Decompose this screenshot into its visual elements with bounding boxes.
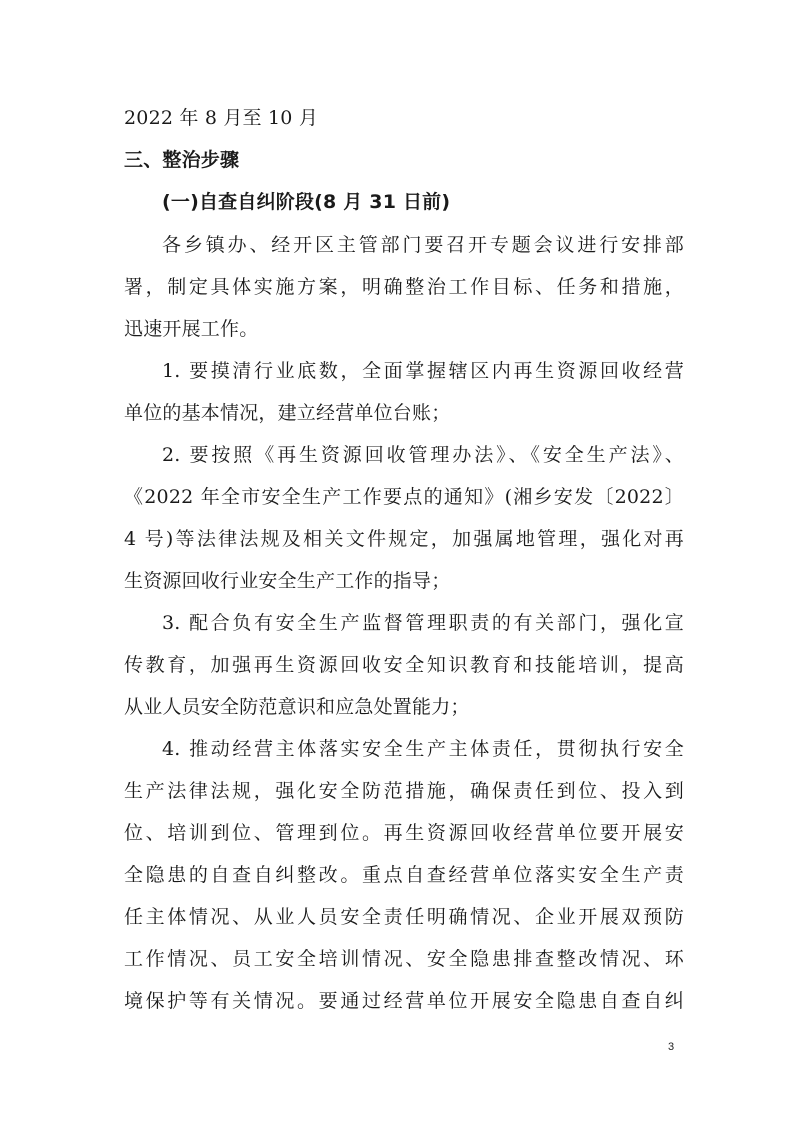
list-item-3-line: 从业人员安全防范意识和应急处置能力； (124, 696, 470, 718)
paragraph-line: 迅速开展工作。 (124, 318, 259, 340)
list-item-4-line: 生产法律法规，强化安全防范措施，确保责任到位、投入到 (124, 780, 684, 802)
subsection-heading: (一)自查自纠阶段(8 月 31 日前) (162, 191, 451, 213)
list-item-1-line: 单位的基本情况，建立经营单位台账； (124, 402, 451, 424)
section-heading: 三、整治步骤 (124, 149, 240, 171)
list-item-4-line: 全隐患的自查自纠整改。重点自查经营单位落实安全生产责 (124, 864, 684, 886)
list-item-4-line: 任主体情况、从业人员安全责任明确情况、企业开展双预防 (124, 906, 684, 928)
list-item-4-line: 境保护等有关情况。要通过经营单位开展安全隐患自查自纠 (124, 990, 684, 1012)
list-item-3-line: 3. 配合负有安全生产监督管理职责的有关部门，强化宣 (162, 612, 684, 634)
list-item-2-line: 生资源回收行业安全生产工作的指导； (124, 570, 451, 592)
list-item-4-line: 位、培训到位、管理到位。再生资源回收经营单位要开展安 (124, 822, 684, 844)
list-item-3-line: 传教育，加强再生资源回收安全知识教育和技能培训，提高 (124, 654, 684, 676)
list-item-4-line: 工作情况、员工安全培训情况、安全隐患排查整改情况、环 (124, 948, 684, 970)
list-item-2-line: 4 号)等法律法规及相关文件规定，加强属地管理，强化对再 (124, 528, 684, 550)
list-item-1-line: 1. 要摸清行业底数，全面掌握辖区内再生资源回收经营 (162, 360, 684, 382)
period-line: 2022 年 8 月至 10 月 (124, 107, 319, 129)
list-item-2-line: 2. 要按照《再生资源回收管理办法》、《安全生产法》、 (162, 444, 684, 466)
paragraph-line: 各乡镇办、经开区主管部门要召开专题会议进行安排部 (162, 234, 684, 256)
page-number: 3 (668, 1041, 675, 1053)
paragraph-line: 署，制定具体实施方案，明确整治工作目标、任务和措施， (124, 276, 684, 298)
list-item-4-line: 4. 推动经营主体落实安全生产主体责任，贯彻执行安全 (162, 738, 684, 760)
list-item-2-line: 《2022 年全市安全生产工作要点的通知》(湘乡安发〔2022〕 (124, 486, 684, 508)
